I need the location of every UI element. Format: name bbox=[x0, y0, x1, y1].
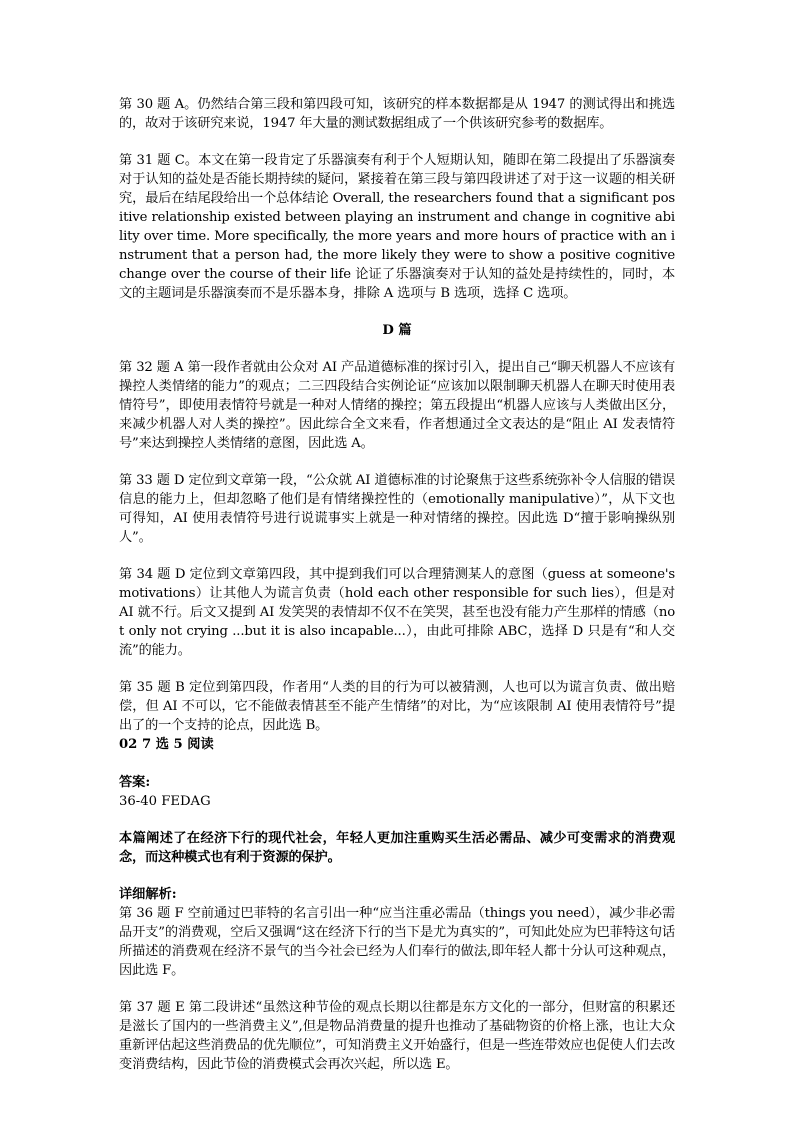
answer-q32: 第 32 题 A 第一段作者就由公众对 AI 产品道德标准的探讨引入，提出自己“聊天机器人不应该有操控人类情绪的能力”的观点；二三四段结合实例论证“应该加以限制聊天机器人在聊天时使用表情符号”，即使用表情符号就是一种对人情绪的操控；第五段提出“机器人应该与人类做出区分，来减少机器人对人类的操控”。因此综合全文来看，作者想通过全文表达的是“阻止 AI 发表情符号”来达到操控人类情绪的意图，因此选 A。 bbox=[119, 360, 675, 451]
section-02-heading: 02 7 选 5 阅读 bbox=[119, 737, 214, 752]
answer-label: 答案: bbox=[119, 775, 151, 790]
answer-q30: 第 30 题 A。仍然结合第三段和第四段可知，该研究的样本数据都是从 1947 的测试得出和挑选的，故对于该研究来说，1947 年大量的测试数据组成了一个供该研究参考的数据库。 bbox=[119, 97, 675, 131]
detail-label: 详细解析: bbox=[119, 887, 177, 902]
document-page bbox=[119, 95, 675, 1074]
answer-q36: 第 36 题 F 空前通过巴菲特的名言引出一种“应当注重必需品（things you need），减少非必需品开支”的消费观，空后又强调“这在经济下行的当下是尤为真实的”，可知此处应为巴菲特这句话所描述的消费观在经济不景气的当今社会已经为人们奉行的做法,即年轻人都十分认可这种观点，因此选 F。 bbox=[119, 906, 675, 978]
answer-value: 36-40 FEDAG bbox=[119, 794, 211, 809]
answer-q34: 第 34 题 D 定位到文章第四段，其中提到我们可以合理猜测某人的意图（guess at someone's motivations）让其他人为谎言负责（hold each other responsible for such lies），但是对 AI 就不行。后文又提到 AI 发笑哭的表情却不仅不在笑哭，甚至也没有能力产生那样的情感（not only not crying ...but it is also incapable...），由此可排除 ABC，选择 D 只是有“和人交流”的能力。 bbox=[119, 567, 675, 658]
answer-q33: 第 33 题 D 定位到文章第一段，“公众就 AI 道德标准的讨论聚焦于这些系统弥补令人信服的错误信息的能力上，但却忽略了他们是有情绪操控性的（emotionally manipulative）”，从下文也可得知，AI 使用表情符号进行说谎事实上就是一种对情绪的操控。因此选 D“擅于影响操纵别人”。 bbox=[119, 473, 675, 545]
answer-q31: 第 31 题 C。本文在第一段肯定了乐器演奏有利于个人短期认知，随即在第二段提出了乐器演奏对于认知的益处是否能长期持续的疑问，紧接着在第三段与第四段讲述了对于这一议题的相关研究，最后在结尾段给出一个总体结论 Overall, the researchers found that a significant positive relationship existed between playing an instrument and change in cognitive ability over time. More specifically, the more years and more hours of practice with an instrument that a person had, the more likely they were to show a positive cognitive change over the course of their life 论证了乐器演奏对于认知的益处是持续性的，同时，本文的主题词是乐器演奏而不是乐器本身，排除 A 选项与 B 选项，选择 C 选项。 bbox=[119, 153, 675, 301]
answer-q37: 第 37 题 E 第二段讲述“虽然这种节俭的观点长期以往都是东方文化的一部分，但财富的积累还是滋长了国内的一些消费主义”,但是物品消费量的提升也推动了基础物资的价格上涨，也让大众重新评估起这些消费品的优先顺位”，可知消费主义开始盛行，但是一些连带效应也促使人们去改变消费结构，因此节俭的消费模式会再次兴起，所以选 E。 bbox=[119, 1000, 675, 1072]
answer-q35: 第 35 题 B 定位到第四段，作者用“人类的目的行为可以被猜测，人也可以为谎言负责、做出赔偿，但 AI 不可以，它不能做表情甚至不能产生情绪”的对比，为“应该限制 AI 使用表情符号”提出了的一个支持的论点，因此选 B。 bbox=[119, 680, 675, 733]
section-d-heading: D 篇 bbox=[382, 323, 412, 338]
passage-summary: 本篇阐述了在经济下行的现代社会，年轻人更加注重购买生活必需品、减少可变需求的消费观念，而这种模式也有利于资源的保护。 bbox=[119, 831, 675, 865]
